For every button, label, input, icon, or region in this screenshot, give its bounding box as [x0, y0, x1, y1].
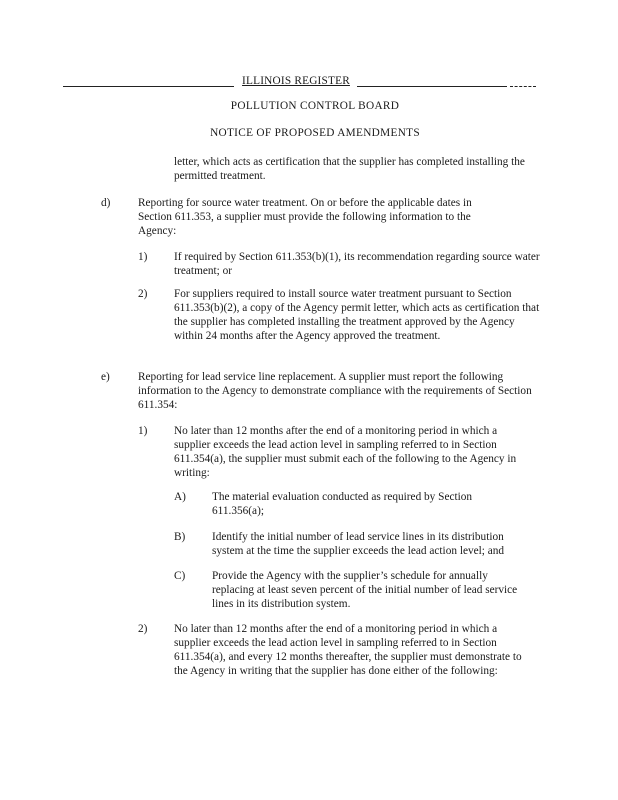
d-item-2-text: For suppliers required to install source water treatment pursuant to Section 611.353(b)(2), a copy of the Agency permit letter, which acts as certification that the supplier has completed installing the treatment approved by the Agency within 24 months after the Agency approved the treatment. [174, 288, 540, 342]
d-item-1-text: If required by Section 611.353(b)(1), its recommendation regarding source water treatment; or [174, 251, 540, 277]
e-item-1-text: No later than 12 months after the end of a monitoring period in which a supplier exceeds the lead action level in sampling referred to in Section 611.354(a), the supplier must submit each of the following to the Agency in writing: [174, 425, 517, 479]
notice-title: NOTICE OF PROPOSED AMENDMENTS [210, 127, 420, 139]
e-1-C-text: Provide the Agency with the supplier’s schedule for annually replacing at least seven percent of the initial number of lead service lines in its distribution system. [212, 570, 518, 610]
board-title: POLLUTION CONTROL BOARD [230, 100, 400, 112]
e-1-B-text: Identify the initial number of lead service lines in its distribution system at the time the supplier exceeds the lead action level; and [212, 531, 505, 557]
header-rule-left [63, 86, 234, 87]
e-item-1-label: 1) [138, 425, 148, 437]
subsection-e-label: e) [101, 371, 110, 383]
subsection-d-label: d) [101, 197, 111, 209]
e-1-C-label: C) [174, 570, 186, 582]
header-rule-dash [510, 86, 536, 87]
register-title: ILLINOIS REGISTER [242, 75, 350, 87]
e-item-2-label: 2) [138, 623, 148, 635]
d-item-2-label: 2) [138, 288, 148, 300]
subsection-e-text: Reporting for lead service line replacement. A supplier must report the following information to the Agency to demonstrate compliance with the requirements of Section 611.354: [138, 371, 532, 411]
e-item-2-text: No later than 12 months after the end of a monitoring period in which a supplier exceeds the lead action level in sampling referred to in Section 611.354(a), and every 12 months thereafter, the supplier must demonstrate to the Agency in writing that the supplier has done either of the following: [174, 623, 522, 677]
d-item-1-label: 1) [138, 251, 148, 263]
e-1-B-label: B) [174, 531, 186, 543]
header-rule-right [357, 86, 507, 87]
continuation-paragraph: letter, which acts as certification that the supplier has completed installing the permitted treatment. [174, 156, 525, 182]
e-1-A-text: The material evaluation conducted as required by Section 611.356(a); [212, 491, 473, 517]
subsection-d-text: Reporting for source water treatment. On or before the applicable dates in Section 611.353, a supplier must provide the following information to the Agency: [138, 197, 472, 237]
e-1-A-label: A) [174, 491, 186, 503]
